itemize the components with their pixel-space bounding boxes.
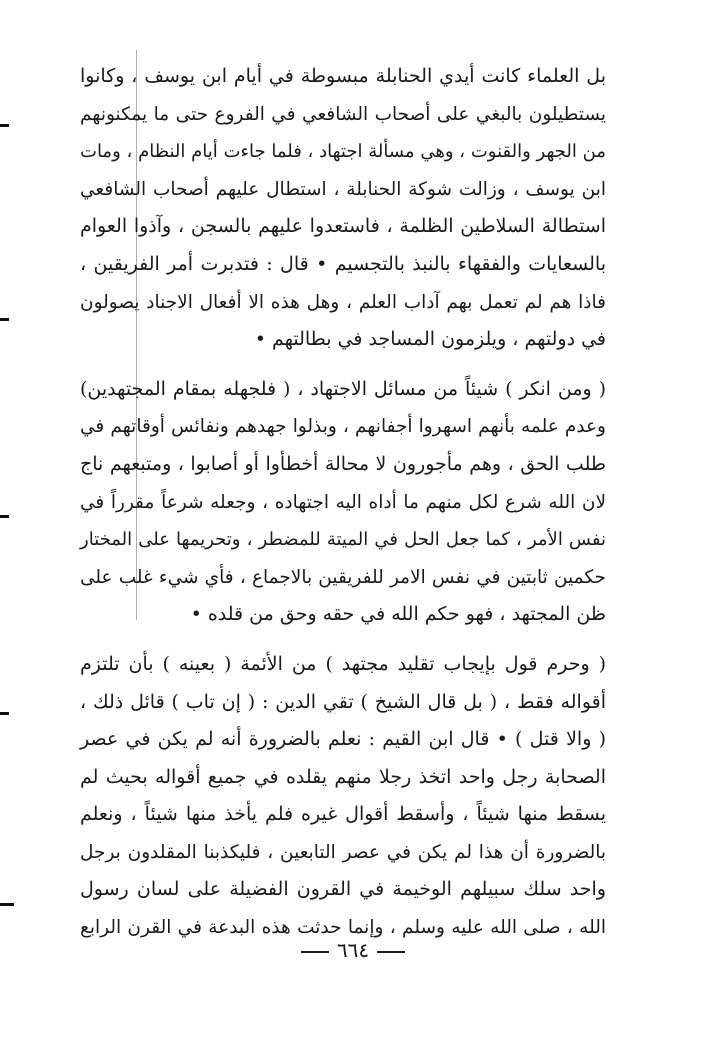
- text-line: طلب الحق ، وهم مأجورون لا محالة أخطأوا أو أصابوا ، ومتبعهم ناج: [80, 452, 606, 475]
- body-text: [80, 58, 606, 947]
- text-line: بل العلماء كانت أيدي الحنابلة مبسوطة في أيام ابن يوسف ، وكانوا: [80, 65, 606, 87]
- text-line: واحد سلك سبيلهم الوخيمة في القرون الفضيلة على لسان رسول: [80, 878, 606, 901]
- text-line: الصحابة رجل واحد اتخذ رجلا منهم يقلده في جميع أقواله بحيث لم: [80, 765, 606, 788]
- page-number-dash-left: [377, 951, 405, 953]
- text-line: ظن المجتهد ، فهو حكم الله في حقه وحق من قلده •: [190, 603, 606, 626]
- text-line: استطالة السلاطين الظلمة ، فاستعدوا عليهم بالسجن ، وآذوا العوام: [80, 215, 606, 238]
- text-line: أقواله فقط ، ( بل قال الشيخ ) تقي الدين : ( إن تاب ) قائل ذلك ،: [80, 690, 606, 713]
- text-line: فاذا هم لم تعمل بهم آداب العلم ، وهل هذه الا أفعال الاجناد يصولون: [80, 291, 606, 313]
- page-number-dash-right: [301, 951, 329, 953]
- text-line: ابن يوسف ، وزالت شوكة الحنابلة ، استطال عليهم أصحاب الشافعي: [80, 178, 606, 200]
- text-line: بالسعايات والفقهاء بالنبذ بالتجسيم • قال : فتدبرت أمر الفريقين ،: [80, 252, 606, 275]
- text-line: يسقط منها شيئاً ، وأسقط أقوال غيره فلم يأخذ منها شيئاً ، ونعلم: [80, 803, 606, 826]
- page-number: [0, 935, 706, 965]
- text-line: ( والا قتل ) • قال ابن القيم : نعلم بالضرورة أنه لم يكن في عصر: [80, 728, 606, 751]
- margin-mark-3: [0, 515, 9, 518]
- margin-mark-1: [0, 124, 9, 127]
- text-line: الله ، صلى الله عليه وسلم ، وإنما حدثت هذه البدعة في القرن الرابع: [80, 917, 606, 939]
- text-line: في دولتهم ، ويلزمون المساجد في بطالتهم •: [254, 328, 606, 351]
- paragraph-1: [80, 58, 606, 359]
- page-number-value: ٦٦٤: [336, 938, 370, 962]
- text-line: من الجهر والقنوت ، وهي مسألة اجتهاد ، فلما جاءت أيام النظام ، ومات: [80, 141, 606, 163]
- margin-mark-4: [0, 712, 9, 715]
- text-line: ( وحرم قول بإيجاب تقليد مجتهد ) من الأئمة ( بعينه ) بأن تلتزم: [80, 652, 606, 675]
- paragraph-2: [80, 371, 606, 634]
- text-line: وعدم علمه بأنهم اسهروا أجفانهم ، وبذلوا جهدهم ونفائس أوقاتهم في: [80, 416, 606, 438]
- text-line: حكمين ثابتين في نفس الامر للفريقين بالاجماع ، فأي شيء غلب على: [80, 566, 606, 588]
- margin-mark-5: [0, 903, 14, 906]
- margin-mark-2: [0, 318, 9, 321]
- text-line: يستطيلون بالبغي على أصحاب الشافعي في الفروع حتى ما يمكنونهم: [80, 103, 606, 125]
- text-line: ( ومن انكر ) شيئاً من مسائل الاجتهاد ، ( فلجهله بمقام المجتهدين): [80, 377, 606, 400]
- text-line: بالضرورة أن هذا لم يكن في عصر التابعين ، فليكذبنا المقلدون برجل: [80, 841, 606, 863]
- paragraph-3: [80, 646, 606, 947]
- text-line: نفس الأمر ، كما جعل الحل في الميتة للمضطر ، وتحريمها على المختار: [80, 529, 606, 551]
- text-line: لان الله شرع لكل منهم ما أداه اليه اجتهاده ، وجعله شرعاً مقرراً في: [80, 491, 606, 513]
